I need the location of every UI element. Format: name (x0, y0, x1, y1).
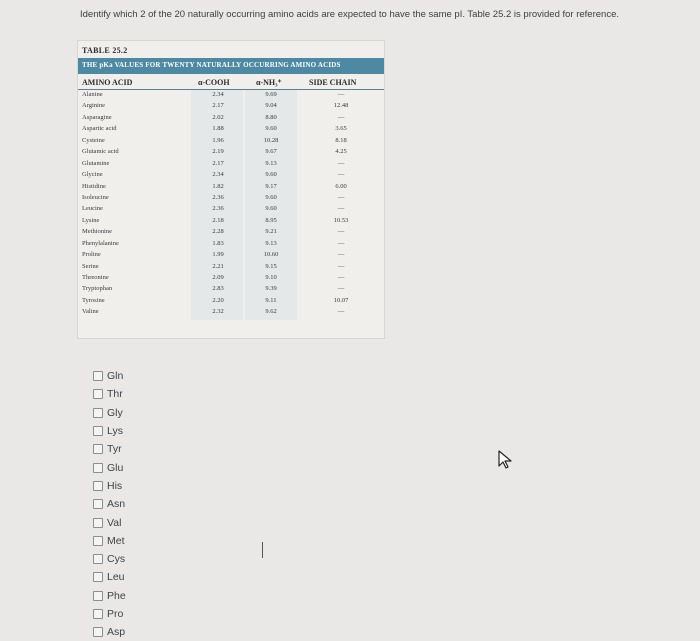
checkbox[interactable] (93, 627, 103, 637)
checkbox[interactable] (93, 591, 103, 601)
checkbox[interactable] (93, 463, 103, 473)
nh-cell: 9.17 (265, 182, 277, 190)
amino-acid-cell: Methionine (82, 228, 112, 236)
cooh-cell: 2.17 (212, 102, 224, 110)
option-asn[interactable] (93, 495, 233, 513)
header-nh: α-NH₃⁺ (256, 78, 282, 87)
side-chain-cell: — (337, 193, 345, 201)
checkbox[interactable] (93, 609, 103, 619)
option-label: Leu (107, 571, 125, 584)
cooh-cell: 1.99 (212, 251, 224, 259)
option-label: His (107, 479, 123, 492)
option-label: Lys (107, 425, 123, 438)
reference-table (77, 40, 385, 339)
nh-cell: 9.21 (265, 228, 277, 236)
cooh-cell: 1.83 (212, 239, 224, 247)
nh-cell: 8.80 (265, 113, 277, 121)
option-gln[interactable] (93, 367, 233, 385)
amino-acid-cell: Tyrosine (82, 296, 105, 304)
cooh-cell: 2.20 (212, 296, 224, 304)
table-row (78, 273, 384, 284)
option-asp[interactable] (93, 623, 233, 641)
option-val[interactable] (93, 513, 233, 531)
side-chain-cell: — (337, 228, 345, 236)
table-row (78, 239, 384, 250)
option-label: Asp (107, 626, 126, 639)
option-gly[interactable] (93, 404, 233, 422)
option-met[interactable] (93, 532, 233, 550)
cooh-cell: 2.09 (212, 274, 224, 281)
table-row (78, 193, 384, 204)
side-chain-cell: — (337, 262, 345, 270)
cooh-cell: 2.36 (212, 205, 224, 213)
nh-cell: 9.10 (265, 274, 277, 281)
checkbox[interactable] (93, 444, 103, 454)
option-his[interactable] (93, 477, 233, 495)
amino-acid-cell: Cysteine (82, 136, 105, 144)
cooh-cell: 2.34 (212, 171, 224, 179)
option-label: Asn (107, 498, 126, 511)
amino-acid-cell: Glycine (82, 171, 103, 179)
side-chain-cell: — (337, 205, 345, 213)
nh-cell: 9.39 (265, 285, 277, 293)
side-chain-cell: — (337, 274, 345, 281)
amino-acid-cell: Phenylalanine (82, 239, 119, 247)
side-chain-cell: 8.18 (335, 136, 347, 144)
nh-cell: 9.60 (265, 171, 277, 179)
checkbox[interactable] (93, 389, 103, 399)
nh-cell: 10.28 (263, 136, 279, 144)
side-chain-cell: 6.00 (335, 182, 347, 190)
text-caret (262, 542, 263, 558)
cooh-cell: 2.28 (212, 228, 224, 236)
table-row (78, 101, 384, 112)
cooh-cell: 2.36 (212, 193, 224, 201)
cooh-cell: 2.19 (212, 148, 224, 156)
cooh-cell: 2.18 (212, 216, 224, 224)
side-chain-cell: — (337, 159, 345, 167)
option-leu[interactable] (93, 568, 233, 586)
option-tyr[interactable] (93, 440, 233, 458)
nh-cell: 9.11 (265, 296, 277, 304)
option-label: Cys (107, 553, 126, 566)
side-chain-cell: 3.65 (335, 125, 347, 133)
amino-acid-cell: Arginine (82, 102, 105, 110)
nh-cell: 9.13 (265, 159, 277, 167)
amino-acid-cell: Serine (82, 262, 99, 270)
amino-acid-cell: Valine (82, 308, 99, 316)
side-chain-cell: 12.48 (333, 102, 349, 110)
table-row (78, 284, 384, 295)
side-chain-cell: 10.07 (333, 296, 349, 304)
option-label: Glu (107, 461, 124, 474)
table-row (78, 159, 384, 170)
table-row (78, 136, 384, 147)
nh-cell: 9.67 (265, 148, 277, 156)
table-label: TABLE 25.2 (82, 46, 128, 55)
amino-acid-cell: Leucine (82, 205, 103, 213)
table-row (78, 250, 384, 261)
amino-acid-cell: Glutamic acid (82, 148, 119, 156)
side-chain-cell: 4.25 (335, 148, 347, 156)
option-pro[interactable] (93, 605, 233, 623)
table-row (78, 296, 384, 307)
checkbox[interactable] (93, 554, 103, 564)
option-label: Gly (107, 406, 123, 419)
side-chain-cell: — (337, 285, 345, 293)
amino-acid-cell: Alanine (82, 91, 103, 98)
nh-cell: 9.60 (265, 205, 277, 213)
mouse-pointer-icon (497, 450, 513, 470)
table-row (78, 262, 384, 273)
header-side-chain: SIDE CHAIN (309, 78, 357, 87)
option-label: Val (107, 516, 122, 529)
side-chain-cell: 10.53 (333, 216, 349, 224)
cooh-cell: 1.96 (212, 136, 224, 144)
table-row (78, 124, 384, 135)
header-cooh: α-COOH (198, 78, 230, 87)
side-chain-cell: — (337, 91, 345, 98)
nh-cell: 8.95 (265, 216, 277, 224)
cooh-cell: 2.32 (212, 308, 224, 316)
nh-cell: 9.62 (265, 308, 277, 316)
cooh-cell: 2.02 (212, 113, 224, 121)
amino-acid-cell: Asparagine (82, 113, 112, 121)
nh-cell: 10.60 (263, 251, 279, 259)
option-label: Tyr (107, 443, 122, 456)
table-body (78, 90, 384, 319)
side-chain-cell: — (337, 113, 345, 121)
nh-cell: 9.60 (265, 193, 277, 201)
checkbox[interactable] (93, 536, 103, 546)
answer-options (93, 367, 233, 641)
cooh-cell: 1.82 (212, 182, 224, 190)
cooh-cell: 2.17 (212, 159, 224, 167)
checkbox[interactable] (93, 499, 103, 509)
table-row (78, 227, 384, 238)
cooh-cell: 1.88 (212, 125, 224, 133)
nh-cell: 9.13 (265, 239, 277, 247)
amino-acid-cell: Histidine (82, 182, 106, 190)
amino-acid-cell: Lysine (82, 216, 100, 224)
option-thr[interactable] (93, 385, 233, 403)
amino-acid-cell: Tryptophan (82, 285, 113, 293)
question-prompt: Identify which 2 of the 20 naturally occurring amino acids are expected to have the same pI. Table 25.2 is provided for reference. (80, 9, 619, 20)
checkbox[interactable] (93, 426, 103, 436)
side-chain-cell: — (337, 239, 345, 247)
nh-cell: 9.15 (265, 262, 277, 270)
nh-cell: 9.60 (265, 125, 277, 133)
table-title-banner (78, 58, 384, 74)
header-amino-acid: AMINO ACID (82, 78, 133, 87)
amino-acid-cell: Glutamine (82, 159, 110, 167)
nh-cell: 9.69 (265, 91, 277, 98)
nh-cell: 9.04 (265, 102, 277, 110)
checkbox[interactable] (93, 481, 103, 491)
amino-acid-cell: Threonine (82, 274, 109, 281)
amino-acid-cell: Proline (82, 251, 101, 259)
amino-acid-cell: Isoleucine (82, 193, 109, 201)
side-chain-cell: — (337, 308, 345, 316)
option-label: Met (107, 534, 125, 547)
table-row (78, 147, 384, 158)
option-label: Phe (107, 589, 126, 602)
cooh-cell: 2.21 (212, 262, 224, 270)
option-label: Pro (107, 608, 124, 620)
table-row (78, 204, 384, 215)
table-row (78, 182, 384, 193)
table-row (78, 170, 384, 181)
checkbox[interactable] (93, 518, 103, 528)
table-title: THE pKa VALUES FOR TWENTY NATURALLY OCCURRING AMINO ACIDS (82, 61, 341, 69)
cooh-cell: 2.34 (212, 91, 224, 98)
table-row (78, 90, 384, 101)
option-phe[interactable] (93, 587, 233, 605)
option-label: Thr (107, 388, 123, 401)
cooh-cell: 2.83 (212, 285, 224, 293)
table-row (78, 113, 384, 124)
checkbox[interactable] (93, 408, 103, 418)
option-lys[interactable] (93, 422, 233, 440)
option-glu[interactable] (93, 458, 233, 476)
option-cys[interactable] (93, 550, 233, 568)
table-row (78, 216, 384, 227)
amino-acid-cell: Aspartic acid (82, 125, 117, 133)
table-row (78, 307, 384, 318)
option-label: Gln (107, 370, 124, 383)
checkbox[interactable] (93, 572, 103, 582)
side-chain-cell: — (337, 251, 345, 259)
checkbox[interactable] (93, 371, 103, 381)
side-chain-cell: — (337, 171, 345, 179)
